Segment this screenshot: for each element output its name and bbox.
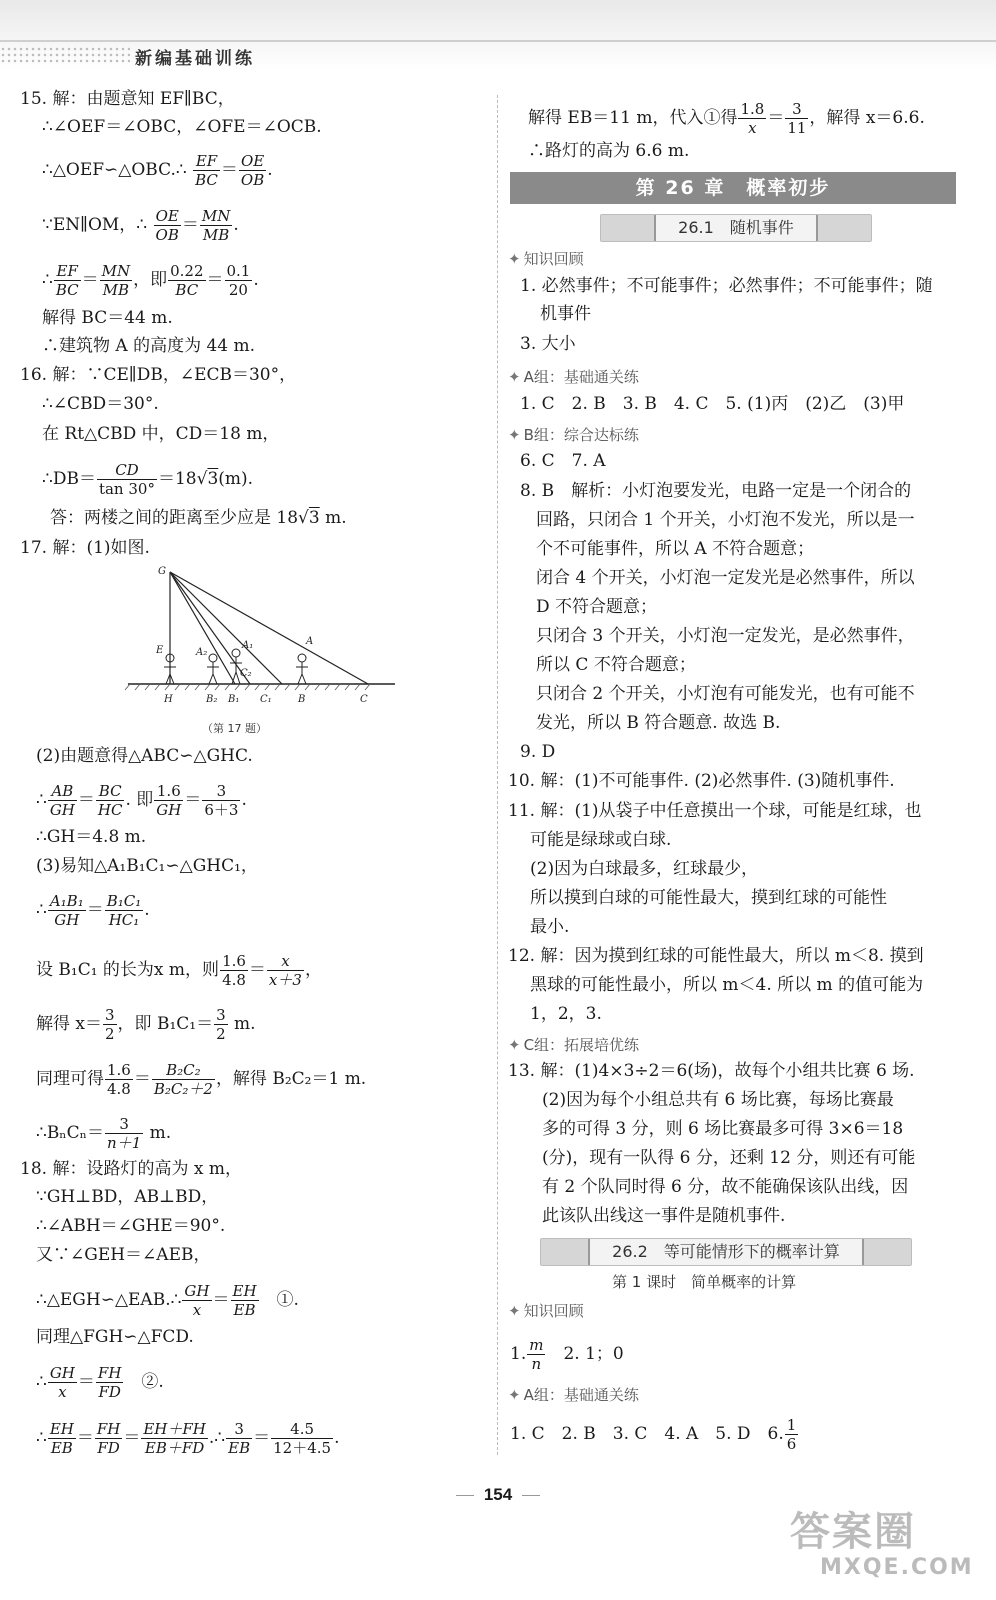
- q16-line: 16. 解：∵CE∥DB，∠ECB＝30°，: [20, 365, 297, 385]
- text-line: ∴△OEF∽△OBC.∴ $\frac{EF}{BC}$ ＝ $\frac{OE}{OB}$ .: [42, 152, 273, 189]
- text-line: [530, 887, 887, 909]
- tag-group-a: [508, 366, 639, 387]
- text: ∴: [36, 790, 47, 810]
- label-c1: C₁: [260, 694, 272, 705]
- text-line: ∴△EGH∽△EAB.∴ $\frac{GH}{x}$ ＝ $\frac{EH}{EB}$ ①.: [36, 1282, 299, 1319]
- text-line: [536, 625, 915, 647]
- numerator: 1.6: [154, 782, 183, 801]
- diamond-icon: ✦: [508, 368, 521, 386]
- text: . 即: [125, 790, 154, 810]
- diamond-icon: ✦: [508, 1302, 521, 1320]
- text-line: [42, 116, 322, 138]
- text: 11. 解：(1)从袋子中任意摸出一个球，可能是红球，也: [508, 801, 922, 821]
- numerator: BC: [96, 782, 125, 801]
- text-line: [508, 1060, 915, 1082]
- label-a: A: [306, 636, 314, 647]
- denominator: OB: [155, 226, 179, 244]
- text: 只闭合 2 个开关，小灯泡有可能发光，也有可能不: [536, 684, 915, 704]
- fraction: [154, 782, 183, 819]
- text-line: [540, 303, 591, 325]
- label-a1: A₁: [242, 640, 254, 651]
- watermark-logo: [790, 1500, 980, 1595]
- denominator: FD: [98, 1383, 121, 1401]
- text-line: ∴ $\frac{\text{A₁B₁}}{GH}$ ＝ $\frac{\text{B₁C₁}}{\text{HC₁}}$ .: [36, 892, 150, 929]
- fraction: [152, 1061, 215, 1098]
- text-line: 解得 EB＝11 m，代入①得 $\frac{1.8}{x}$ ＝ $\frac{3}{11}$ ，解得 x＝6.6.: [528, 100, 925, 137]
- section-title: 26.1 随机事件: [654, 215, 818, 241]
- text-line: 答：两楼之间的距离至少应是 18√3 m.: [50, 508, 347, 528]
- label-c: C: [360, 694, 368, 705]
- text-line: [536, 538, 814, 560]
- fraction: [105, 1061, 133, 1098]
- tag-label: A组：基础通关练: [523, 1386, 639, 1404]
- chapter-heading: 第 26 章 概率初步: [510, 172, 956, 204]
- text: ∴GH＝4.8 m.: [36, 827, 147, 847]
- label-h: H: [164, 694, 173, 705]
- text-line: [520, 393, 904, 415]
- text-line: ∴ $\frac{EH}{EB}$ ＝ $\frac{FH}{FD}$ ＝ $\frac{EH+FH}{EB+FD}$ .∴ $\frac{3}{EB}$ ＝ $\frac{4.5}{12+4.5}$ .: [36, 1420, 340, 1457]
- subsection-title: 第 1 课时 简单概率的计算: [612, 1273, 797, 1291]
- subsection-heading: [0, 1271, 996, 1293]
- denominator: EB: [228, 1439, 251, 1457]
- light-ray-c1: [170, 572, 282, 684]
- numerator: 0.1: [226, 262, 251, 280]
- denominator: EB: [50, 1439, 73, 1457]
- fraction: [214, 1006, 228, 1043]
- text: 1.: [510, 1344, 527, 1364]
- fraction: [96, 782, 125, 819]
- label-b: B: [298, 694, 306, 705]
- text-line: [530, 916, 569, 938]
- denominator: GH: [156, 801, 182, 819]
- numerator: EH: [232, 1282, 257, 1300]
- denominator: x＋3: [268, 971, 302, 989]
- denominator: MB: [202, 226, 230, 244]
- numerator: FH: [97, 1364, 122, 1382]
- text: 8. B 解析：小灯泡要发光，电路一定是一个闭合的: [520, 481, 912, 501]
- fraction: [168, 262, 205, 299]
- text: ∵GH⊥BD，AB⊥BD，: [36, 1187, 219, 1207]
- text: ，即 B₁C₁＝: [117, 1014, 214, 1034]
- text: ∴△OEF∽△OBC.∴: [42, 160, 187, 180]
- fraction: [220, 952, 248, 989]
- text-line: [42, 423, 279, 445]
- text: ，解得 x＝6.6.: [809, 108, 925, 128]
- text: (m).: [218, 469, 254, 489]
- text: 9. D: [520, 742, 556, 762]
- text-line: [542, 1205, 785, 1227]
- numerator: 3: [216, 1006, 226, 1024]
- text-line: [508, 945, 924, 967]
- text-line: [508, 800, 922, 822]
- text-line: [36, 1326, 194, 1348]
- text: 在 Rt△CBD 中，CD＝18 m，: [42, 424, 280, 444]
- text: 闭合 4 个开关，小灯泡一定发光是必然事件，所以: [536, 568, 915, 588]
- text: (2)由题意得△ABC∽△GHC.: [36, 746, 253, 766]
- text-line: [542, 1176, 908, 1198]
- numerator: x: [267, 952, 304, 971]
- text: m.: [228, 1014, 256, 1034]
- text: ∵EN∥OM，∴: [42, 215, 148, 235]
- text: ∴: [36, 900, 47, 920]
- tag-label: 知识回顾: [523, 250, 584, 268]
- text: 解得 x＝: [36, 1014, 102, 1034]
- numerator: m: [529, 1336, 544, 1354]
- text: 2. 1；0: [546, 1344, 624, 1364]
- numerator: 3: [202, 782, 240, 801]
- text: ，解得 B₂C₂＝1 m.: [215, 1069, 367, 1089]
- numerator: GH: [49, 1364, 75, 1382]
- text: 1. C 2. B 3. B 4. C 5. (1)丙 (2)乙 (3)甲: [520, 394, 905, 414]
- tag-group-b: [508, 424, 639, 445]
- text: 个不可能事件，所以 A 不符合题意；: [536, 539, 815, 559]
- fraction: [105, 1115, 143, 1152]
- text-line: [536, 712, 780, 734]
- fraction: [738, 100, 766, 137]
- tag-group-c: [508, 1034, 639, 1055]
- denominator: GH: [54, 911, 80, 929]
- numerator: EF: [193, 152, 220, 171]
- text-line: ∴ $\frac{AB}{GH}$ ＝ $\frac{BC}{HC}$ . 即 $\frac{1.6}{GH}$ ＝ $\frac{3}{6+3}$ .: [36, 782, 247, 819]
- fraction: [105, 892, 144, 929]
- denominator: 2: [105, 1025, 115, 1043]
- text-line: [36, 855, 258, 877]
- denominator: n: [531, 1355, 542, 1373]
- fraction: [48, 1420, 76, 1457]
- label-b2: B₂: [206, 694, 218, 705]
- watermark-text: 答案圈: [790, 1509, 916, 1555]
- fraction: [200, 207, 232, 244]
- text-line: [520, 741, 555, 763]
- denominator: x: [192, 1301, 202, 1319]
- fraction: [202, 782, 240, 819]
- denominator: EB: [233, 1301, 256, 1319]
- denominator: 6＋3: [204, 801, 239, 819]
- text: ∴△EGH∽△EAB.∴: [36, 1290, 182, 1310]
- text: (2)因为白球最多，红球最少，: [530, 859, 759, 879]
- numerator: 4.5: [271, 1420, 333, 1439]
- text: ∴DB＝: [42, 469, 96, 489]
- numerator: EH＋FH: [143, 1420, 206, 1438]
- text-line: [530, 829, 671, 851]
- text-line: ∴DB＝ $\frac{CD}{\tan 30^\circ}$ ＝18√3(m).: [42, 461, 254, 498]
- diamond-icon: ✦: [508, 1036, 521, 1054]
- text: 设 B₁C₁ 的长为x m，则: [36, 960, 220, 980]
- person-a: [296, 654, 308, 684]
- fraction: [785, 100, 808, 137]
- denominator: n＋1: [107, 1134, 142, 1152]
- text: 多的可得 3 分，则 6 场比赛最多可得 3×6＝18: [542, 1119, 904, 1139]
- text-line: [542, 1118, 903, 1140]
- text-line: [36, 1215, 225, 1237]
- diamond-icon: ✦: [508, 426, 521, 444]
- denominator: 4.8: [107, 1080, 131, 1098]
- label-e: E: [156, 645, 164, 656]
- fraction: [96, 1364, 124, 1401]
- text-line: [42, 307, 173, 329]
- numerator: EH: [49, 1420, 74, 1438]
- numerator: 3: [785, 100, 808, 119]
- tag-group-a-2: [508, 1384, 639, 1405]
- fraction: [226, 1420, 252, 1457]
- text-line: ∵EN∥OM，∴ $\frac{OE}{OB}$ ＝ $\frac{MN}{MB}$ .: [42, 207, 239, 244]
- denominator: OB: [240, 171, 265, 189]
- numerator: AB: [48, 782, 77, 801]
- text: 又∵∠GEH＝∠AEB，: [36, 1245, 211, 1265]
- numerator: 1.8: [740, 100, 765, 118]
- text-line: [36, 826, 146, 848]
- q18-line: 18. 解：设路灯的高为 x m，: [20, 1159, 242, 1179]
- text: 最小.: [530, 917, 570, 937]
- tag-review: [508, 248, 584, 269]
- fraction: [267, 952, 304, 989]
- column-divider: [497, 95, 499, 1455]
- book-title: 新编基础训练: [135, 49, 255, 69]
- page-header: [0, 0, 996, 70]
- fraction: [100, 262, 132, 299]
- text: m.: [319, 508, 347, 528]
- text: ∴∠ABH＝∠GHE＝90°.: [36, 1216, 226, 1236]
- page-number: 154: [0, 1485, 996, 1505]
- text-line: ∴ $\frac{EF}{BC}$ ＝ $\frac{MN}{MB}$ ，即 $\frac{0.22}{BC}$ ＝ $\frac{0.1}{20}$ .: [42, 262, 259, 299]
- fraction: [95, 1420, 123, 1457]
- text-line: 同理可得 $\frac{1.6}{4.8}$ ＝ $\frac{\text{B₂C₂}}{\text{B₂C₂＋2}}$ ，解得 B₂C₂＝1 m.: [36, 1061, 367, 1098]
- text-line: [536, 596, 657, 618]
- text: 6. C 7. A: [520, 451, 606, 471]
- label-b1: B₁: [228, 694, 240, 705]
- text-line: [36, 1115, 171, 1152]
- denominator: EB＋FD: [144, 1439, 205, 1457]
- denominator: 11: [787, 119, 807, 137]
- text-line: [36, 1244, 210, 1266]
- text: 发光，所以 B 符合题意. 故选 B.: [536, 713, 781, 733]
- text-line: [536, 509, 915, 531]
- label-c2: C₂: [240, 668, 252, 679]
- text: ∴∠CBD＝30°.: [42, 394, 159, 414]
- text: 解得 BC＝44 m.: [42, 308, 173, 328]
- figure-17: [120, 560, 400, 745]
- text-line: [510, 1416, 799, 1453]
- sqrt-value: 3: [308, 508, 320, 528]
- text-line: [520, 333, 576, 355]
- text-line: [530, 1003, 602, 1025]
- text: 解得 EB＝11 m，代入①得: [528, 108, 738, 128]
- numerator: B₂C₂: [152, 1061, 215, 1080]
- text-line: [508, 770, 895, 792]
- text: 10. 解：(1)不可能事件. (2)必然事件. (3)随机事件.: [508, 771, 895, 791]
- text: 只闭合 3 个开关，小灯泡一定发光，是必然事件，: [536, 626, 915, 646]
- denominator: BC: [55, 281, 79, 299]
- text-line: [20, 537, 150, 559]
- section-heading: [540, 1238, 912, 1266]
- text: 1. 必然事件；不可能事件；必然事件；不可能事件；随: [520, 276, 933, 296]
- text: 有 2 个队同时得 6 分，故不能确保该队出线，因: [542, 1177, 909, 1197]
- numerator: 1.6: [107, 1061, 131, 1079]
- text: 1. C 2. B 3. C 4. A 5. D 6.: [510, 1424, 784, 1444]
- text: 所以 C 不符合题意；: [536, 655, 696, 675]
- section-heading: [600, 214, 872, 242]
- light-ray-c: [170, 572, 368, 684]
- fraction: [48, 1364, 77, 1401]
- text: ，即: [133, 270, 168, 290]
- text-line: [20, 88, 235, 110]
- fraction: [103, 1006, 117, 1043]
- text: ∴建筑物 A 的高度为 44 m.: [42, 336, 256, 356]
- text: ∴路灯的高为 6.6 m.: [528, 141, 690, 161]
- figure-caption: （第 17 题）: [202, 722, 267, 735]
- text-line: [36, 1186, 218, 1208]
- text-line: [536, 683, 915, 705]
- fraction: [54, 262, 81, 299]
- text-line: [42, 335, 255, 357]
- denominator: 20: [228, 281, 248, 299]
- denominator: x: [58, 1383, 67, 1401]
- fraction: [48, 892, 86, 929]
- text: 黑球的可能性最小，所以 m＜4. 所以 m 的值可能为: [530, 975, 924, 995]
- text-line: [530, 974, 923, 996]
- fraction: [193, 152, 220, 189]
- text: (3)易知△A₁B₁C₁∽△GHC₁，: [36, 856, 258, 876]
- denominator: 2: [216, 1025, 226, 1043]
- text-line: [530, 858, 758, 880]
- numerator: 1: [786, 1416, 797, 1434]
- denominator: BC: [175, 281, 199, 299]
- text: ∴: [42, 270, 53, 290]
- denominator: 4.8: [222, 971, 246, 989]
- fraction: [141, 1420, 208, 1457]
- text: ＝18: [157, 469, 197, 489]
- text: 机事件: [540, 304, 591, 324]
- text: ∴: [36, 1372, 47, 1392]
- numerator: EF: [54, 262, 81, 281]
- text: 同理可得: [36, 1069, 104, 1089]
- fraction: [154, 207, 181, 244]
- denominator: B₂C₂＋2: [153, 1080, 213, 1098]
- text-line: [536, 567, 915, 589]
- numerator: OE: [154, 207, 181, 226]
- numerator: A₁B₁: [49, 892, 84, 910]
- denominator: x: [748, 119, 757, 137]
- text: 答：两楼之间的距离至少应是 18: [50, 508, 299, 528]
- tag-label: B组：综合达标练: [523, 426, 639, 444]
- text: 12. 解：因为摸到红球的可能性最大，所以 m＜8. 摸到: [508, 946, 924, 966]
- watermark-url: MXQE.COM: [820, 1555, 974, 1580]
- text: (分)，现有一队得 6 分，还剩 12 分，则还有可能: [542, 1148, 916, 1168]
- text-line: [542, 1147, 915, 1169]
- fraction: [527, 1336, 545, 1373]
- denominator: FD: [97, 1439, 120, 1457]
- text: 3. 大小: [520, 334, 576, 354]
- diamond-icon: ✦: [508, 1386, 521, 1404]
- text-line: [36, 1006, 256, 1043]
- person-a2: [207, 654, 219, 684]
- numerator: OE: [239, 152, 266, 171]
- text: 所以摸到白球的可能性最大，摸到红球的可能性: [530, 888, 887, 908]
- denominator: 6: [786, 1435, 797, 1453]
- text: .∴: [208, 1428, 226, 1448]
- text: 同理△FGH∽△FCD.: [36, 1327, 194, 1347]
- fraction: [225, 262, 253, 299]
- text: 回路，只闭合 1 个开关，小灯泡不发光，所以是一: [536, 510, 915, 530]
- denominator: GH: [49, 801, 75, 819]
- text-line: 设 B₁C₁ 的长为x m，则 $\frac{1.6}{4.8}$ ＝ $\frac{x}{x+3}$ ，: [36, 952, 322, 989]
- tag-review-2: [508, 1300, 584, 1321]
- text: ∴BₙCₙ＝: [36, 1123, 105, 1143]
- q15-line: ∴∠OEF＝∠OBC，∠OFE＝∠OCB.: [42, 117, 322, 137]
- sqrt-value: 3: [207, 469, 219, 489]
- section-title: 26.2 等可能情形下的概率计算: [588, 1239, 864, 1265]
- label-g: G: [158, 566, 166, 577]
- numerator: MN: [101, 262, 131, 280]
- text: 13. 解：(1)4×3÷2＝6(场)，故每个小组共比赛 6 场.: [508, 1061, 915, 1081]
- text-line: [520, 450, 606, 472]
- q15-line: 15. 解：由题意知 EF∥BC，: [20, 89, 235, 109]
- text-line: [520, 275, 933, 297]
- fraction: [271, 1420, 333, 1457]
- denominator: 12＋4.5: [273, 1439, 332, 1457]
- numerator: CD: [97, 461, 157, 480]
- text-line: [36, 745, 253, 767]
- header-band: [0, 40, 996, 42]
- header-dots: [0, 46, 130, 64]
- denominator: tan 30°: [98, 480, 155, 498]
- numerator: MN: [201, 207, 231, 225]
- diamond-icon: ✦: [508, 250, 521, 268]
- numerator: 1.6: [222, 952, 246, 970]
- tag-label: A组：基础通关练: [523, 368, 639, 386]
- text: ∴: [36, 1428, 47, 1448]
- text-line: [536, 654, 696, 676]
- numerator: 0.22: [170, 262, 204, 280]
- denominator: HC₁: [108, 911, 140, 929]
- text: 可能是绿球或白球.: [530, 830, 672, 850]
- denominator: MB: [102, 281, 130, 299]
- q17-line: 17. 解：(1)如图.: [20, 538, 150, 558]
- text: ②.: [141, 1372, 164, 1392]
- text-line: [542, 1089, 894, 1111]
- numerator: 3: [105, 1006, 115, 1024]
- text: 此该队出线这一事件是随机事件.: [542, 1206, 786, 1226]
- text: m.: [144, 1123, 172, 1143]
- label-a2: A₂: [196, 647, 208, 658]
- text: D 不符合题意；: [536, 597, 658, 617]
- denominator: HC: [97, 801, 123, 819]
- text-line: [42, 393, 159, 415]
- fraction: [48, 782, 77, 819]
- text: 1，2，3.: [530, 1004, 602, 1024]
- tag-label: C组：拓展培优练: [523, 1036, 640, 1054]
- fraction: [785, 1416, 799, 1453]
- text-line: [510, 1336, 624, 1373]
- denominator: BC: [195, 171, 218, 189]
- text: ①.: [276, 1290, 299, 1310]
- text-line: [528, 140, 689, 162]
- numerator: 3: [105, 1115, 143, 1134]
- fraction: [97, 461, 157, 498]
- fraction: [239, 152, 266, 189]
- numerator: GH: [184, 1282, 210, 1300]
- tag-label: 知识回顾: [523, 1302, 584, 1320]
- numerator: B₁C₁: [106, 892, 142, 910]
- numerator: 3: [226, 1420, 252, 1439]
- text: (2)因为每个小组总共有 6 场比赛，每场比赛最: [542, 1090, 894, 1110]
- text-line: [20, 1158, 242, 1180]
- text-line: [520, 480, 911, 502]
- text-line: [20, 364, 296, 386]
- text-line: ∴ $\frac{GH}{x}$ ＝ $\frac{FH}{FD}$ ②.: [36, 1364, 164, 1401]
- numerator: FH: [96, 1420, 121, 1438]
